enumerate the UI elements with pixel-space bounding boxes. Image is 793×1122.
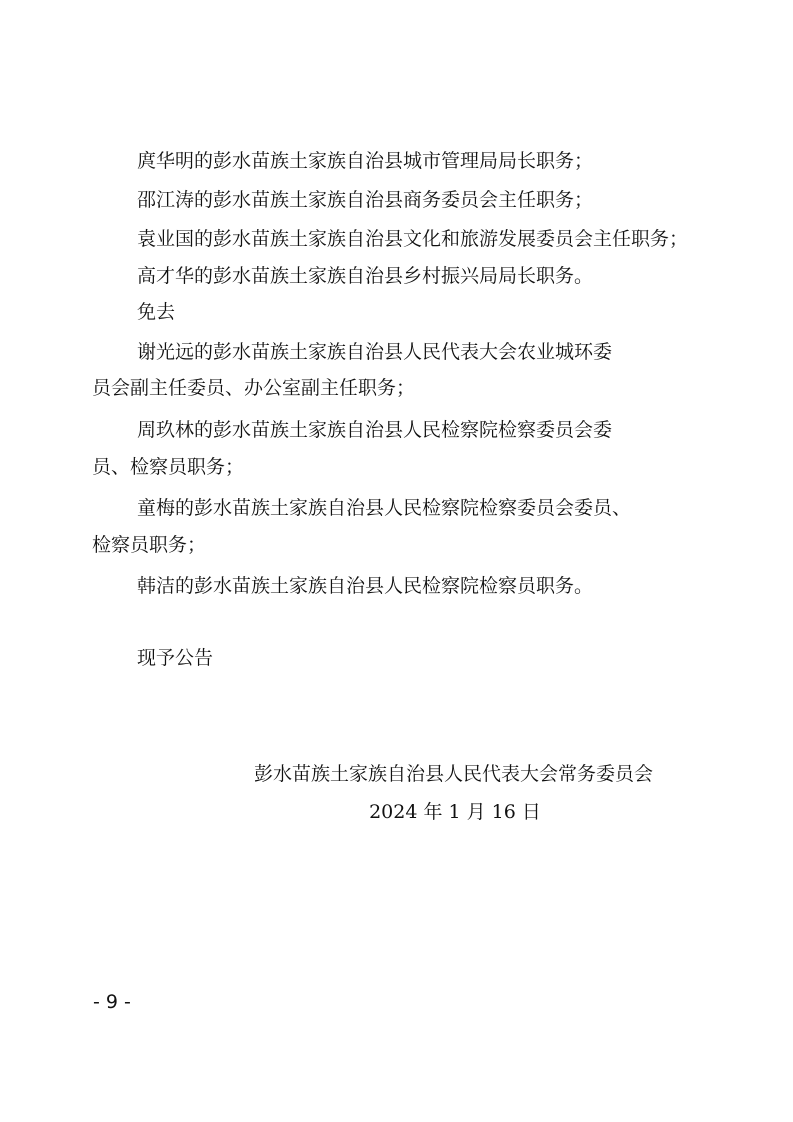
removal-heading: 免去: [137, 301, 176, 323]
removal-4-line-1: 韩洁的彭水苗族土家族自治县人民检察院检察员职务。: [137, 575, 594, 597]
removal-3-line-1: 童梅的彭水苗族土家族自治县人民检察院检察委员会委员、: [137, 497, 632, 519]
appointment-line-3: 袁业国的彭水苗族土家族自治县文化和旅游发展委员会主任职务；: [137, 228, 689, 250]
signature-organization: 彭水苗族土家族自治县人民代表大会常务委员会: [253, 763, 653, 785]
page-number: - 9 -: [93, 991, 131, 1013]
signature-date: 2024 年 1 月 16 日: [369, 801, 541, 823]
removal-2-line-2: 员、检察员职务；: [92, 456, 245, 478]
appointment-line-2: 邵江涛的彭水苗族土家族自治县商务委员会主任职务；: [137, 189, 594, 211]
appointment-line-1: 庹华明的彭水苗族土家族自治县城市管理局局长职务；: [137, 150, 594, 172]
closing-statement: 现予公告: [137, 647, 214, 669]
appointment-line-4: 高才华的彭水苗族土家族自治县乡村振兴局局长职务。: [137, 265, 594, 287]
removal-1-line-2: 员会副主任委员、办公室副主任职务；: [92, 377, 416, 399]
removal-2-line-1: 周玖林的彭水苗族土家族自治县人民检察院检察委员会委: [137, 419, 613, 441]
removal-1-line-1: 谢光远的彭水苗族土家族自治县人民代表大会农业城环委: [137, 341, 613, 363]
removal-3-line-2: 检察员职务；: [92, 534, 207, 556]
